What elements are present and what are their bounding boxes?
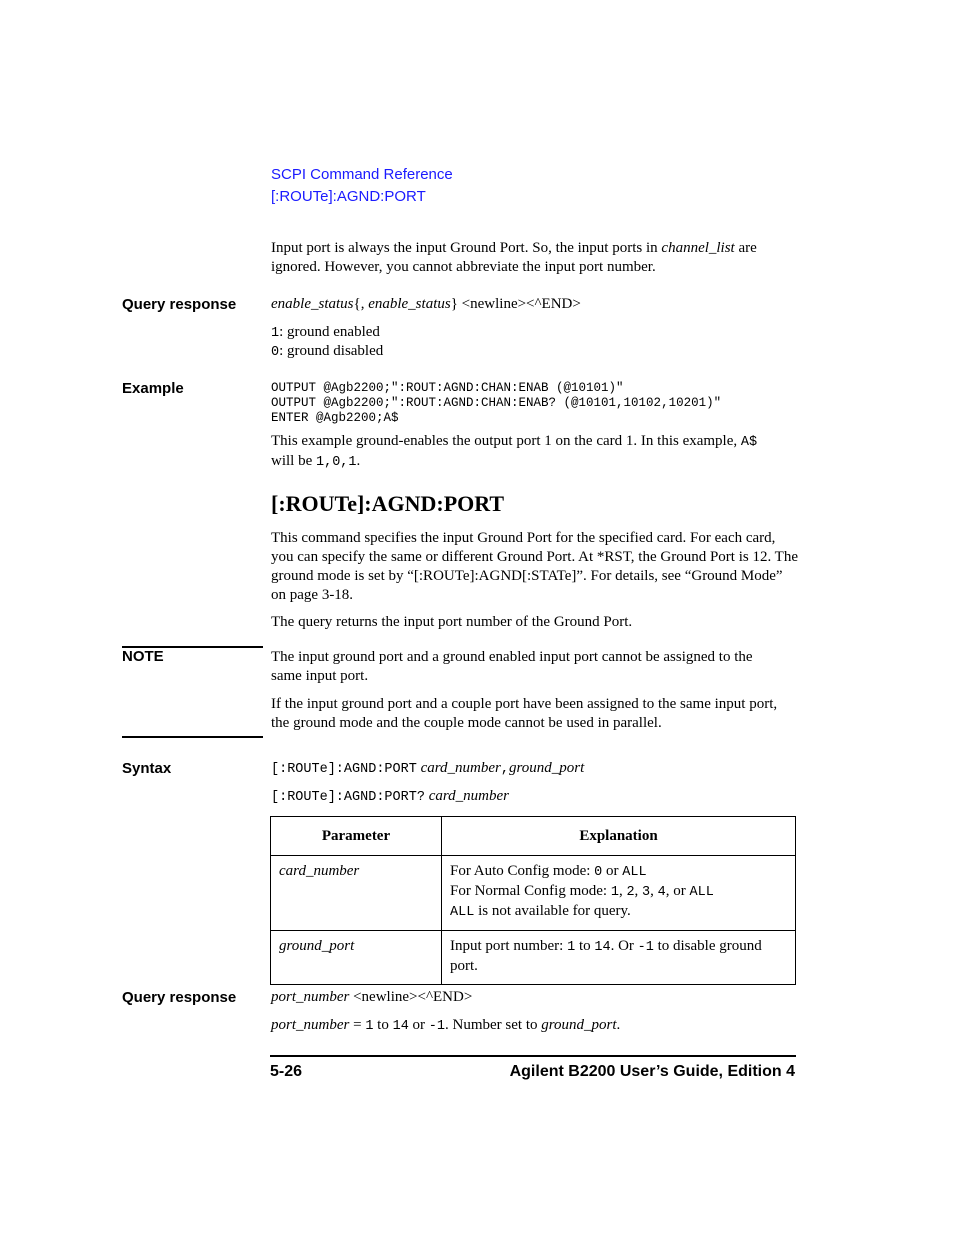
page-number: 5-26 xyxy=(270,1063,303,1080)
param-card-number: card_number xyxy=(271,856,442,931)
note-label: NOTE xyxy=(122,648,164,665)
query-response-value-0: 0: ground disabled xyxy=(271,343,384,360)
example-description: This example ground-enables the output port 1 on the card 1. In this example, A$ will be 1,0,1. xyxy=(271,433,758,470)
note-paragraph-1: The input ground port and a ground enabled input port cannot be assigned to the same input port. xyxy=(271,649,753,684)
table-header-row xyxy=(271,817,796,856)
query-response-label: Query response xyxy=(122,296,237,313)
footer-rule xyxy=(270,1055,796,1057)
syntax-set-command: [:ROUTe]:AGND:PORT card_number,ground_port xyxy=(271,760,585,777)
param-ground-port: ground_port xyxy=(271,931,442,985)
example-code: OUTPUT @Agb2200;":ROUT:AGND:CHAN:ENAB (@10101)" OUTPUT @Agb2200;":ROUT:AGND:CHAN:ENAB? (@10101,10102,10201)" ENTER @Agb2200;A$ xyxy=(271,381,722,425)
intro-paragraph: Input port is always the input Ground Port. So, the input ports in channel_list are ignored. However, you cannot abbreviate the input port number. xyxy=(271,240,757,275)
query-response-value-1: 1: ground enabled xyxy=(271,324,380,341)
running-header-section: [:ROUTe]:AGND:PORT xyxy=(271,188,426,205)
note-bottom-rule xyxy=(122,736,263,738)
footer-title: Agilent B2200 User’s Guide, Edition 4 xyxy=(509,1063,795,1080)
table-row xyxy=(271,931,796,985)
parameter-table xyxy=(270,816,796,985)
query-response-format-2: port_number <newline><^END> xyxy=(271,989,473,1005)
syntax-label: Syntax xyxy=(122,760,172,777)
query-response-label-2: Query response xyxy=(122,989,237,1006)
example-label: Example xyxy=(122,380,184,397)
query-response-range: port_number = 1 to 14 or -1. Number set to ground_port. xyxy=(271,1017,621,1034)
syntax-query-command: [:ROUTe]:AGND:PORT? card_number xyxy=(271,788,509,805)
table-header-explanation: Explanation xyxy=(442,817,796,856)
section-title: [:ROUTe]:AGND:PORT xyxy=(271,491,505,516)
query-response-format: enable_status{, enable_status} <newline><^END> xyxy=(271,296,581,312)
note-paragraph-2: If the input ground port and a couple port have been assigned to the same input port, the ground mode and the couple mode cannot be used in parallel. xyxy=(271,696,778,731)
running-header-chapter: SCPI Command Reference xyxy=(271,166,453,183)
explanation-ground-port: Input port number: 1 to 14. Or -1 to disable ground port. xyxy=(442,931,796,985)
explanation-card-number: For Auto Config mode: 0 or ALL For Normal Config mode: 1, 2, 3, 4, or ALL ALL is not available for query. xyxy=(442,856,796,931)
table-row xyxy=(271,856,796,931)
query-description: The query returns the input port number of the Ground Port. xyxy=(271,614,633,630)
table-header-parameter: Parameter xyxy=(271,817,442,856)
section-description: This command specifies the input Ground Port for the specified card. For each card, you can specify the same or different Ground Port. At *RST, the Ground Port is 12. The ground mode is set by “[:ROUTe]:AGND[:STATe]”. For details, see “Ground Mode” on page 3-18. xyxy=(271,530,798,603)
